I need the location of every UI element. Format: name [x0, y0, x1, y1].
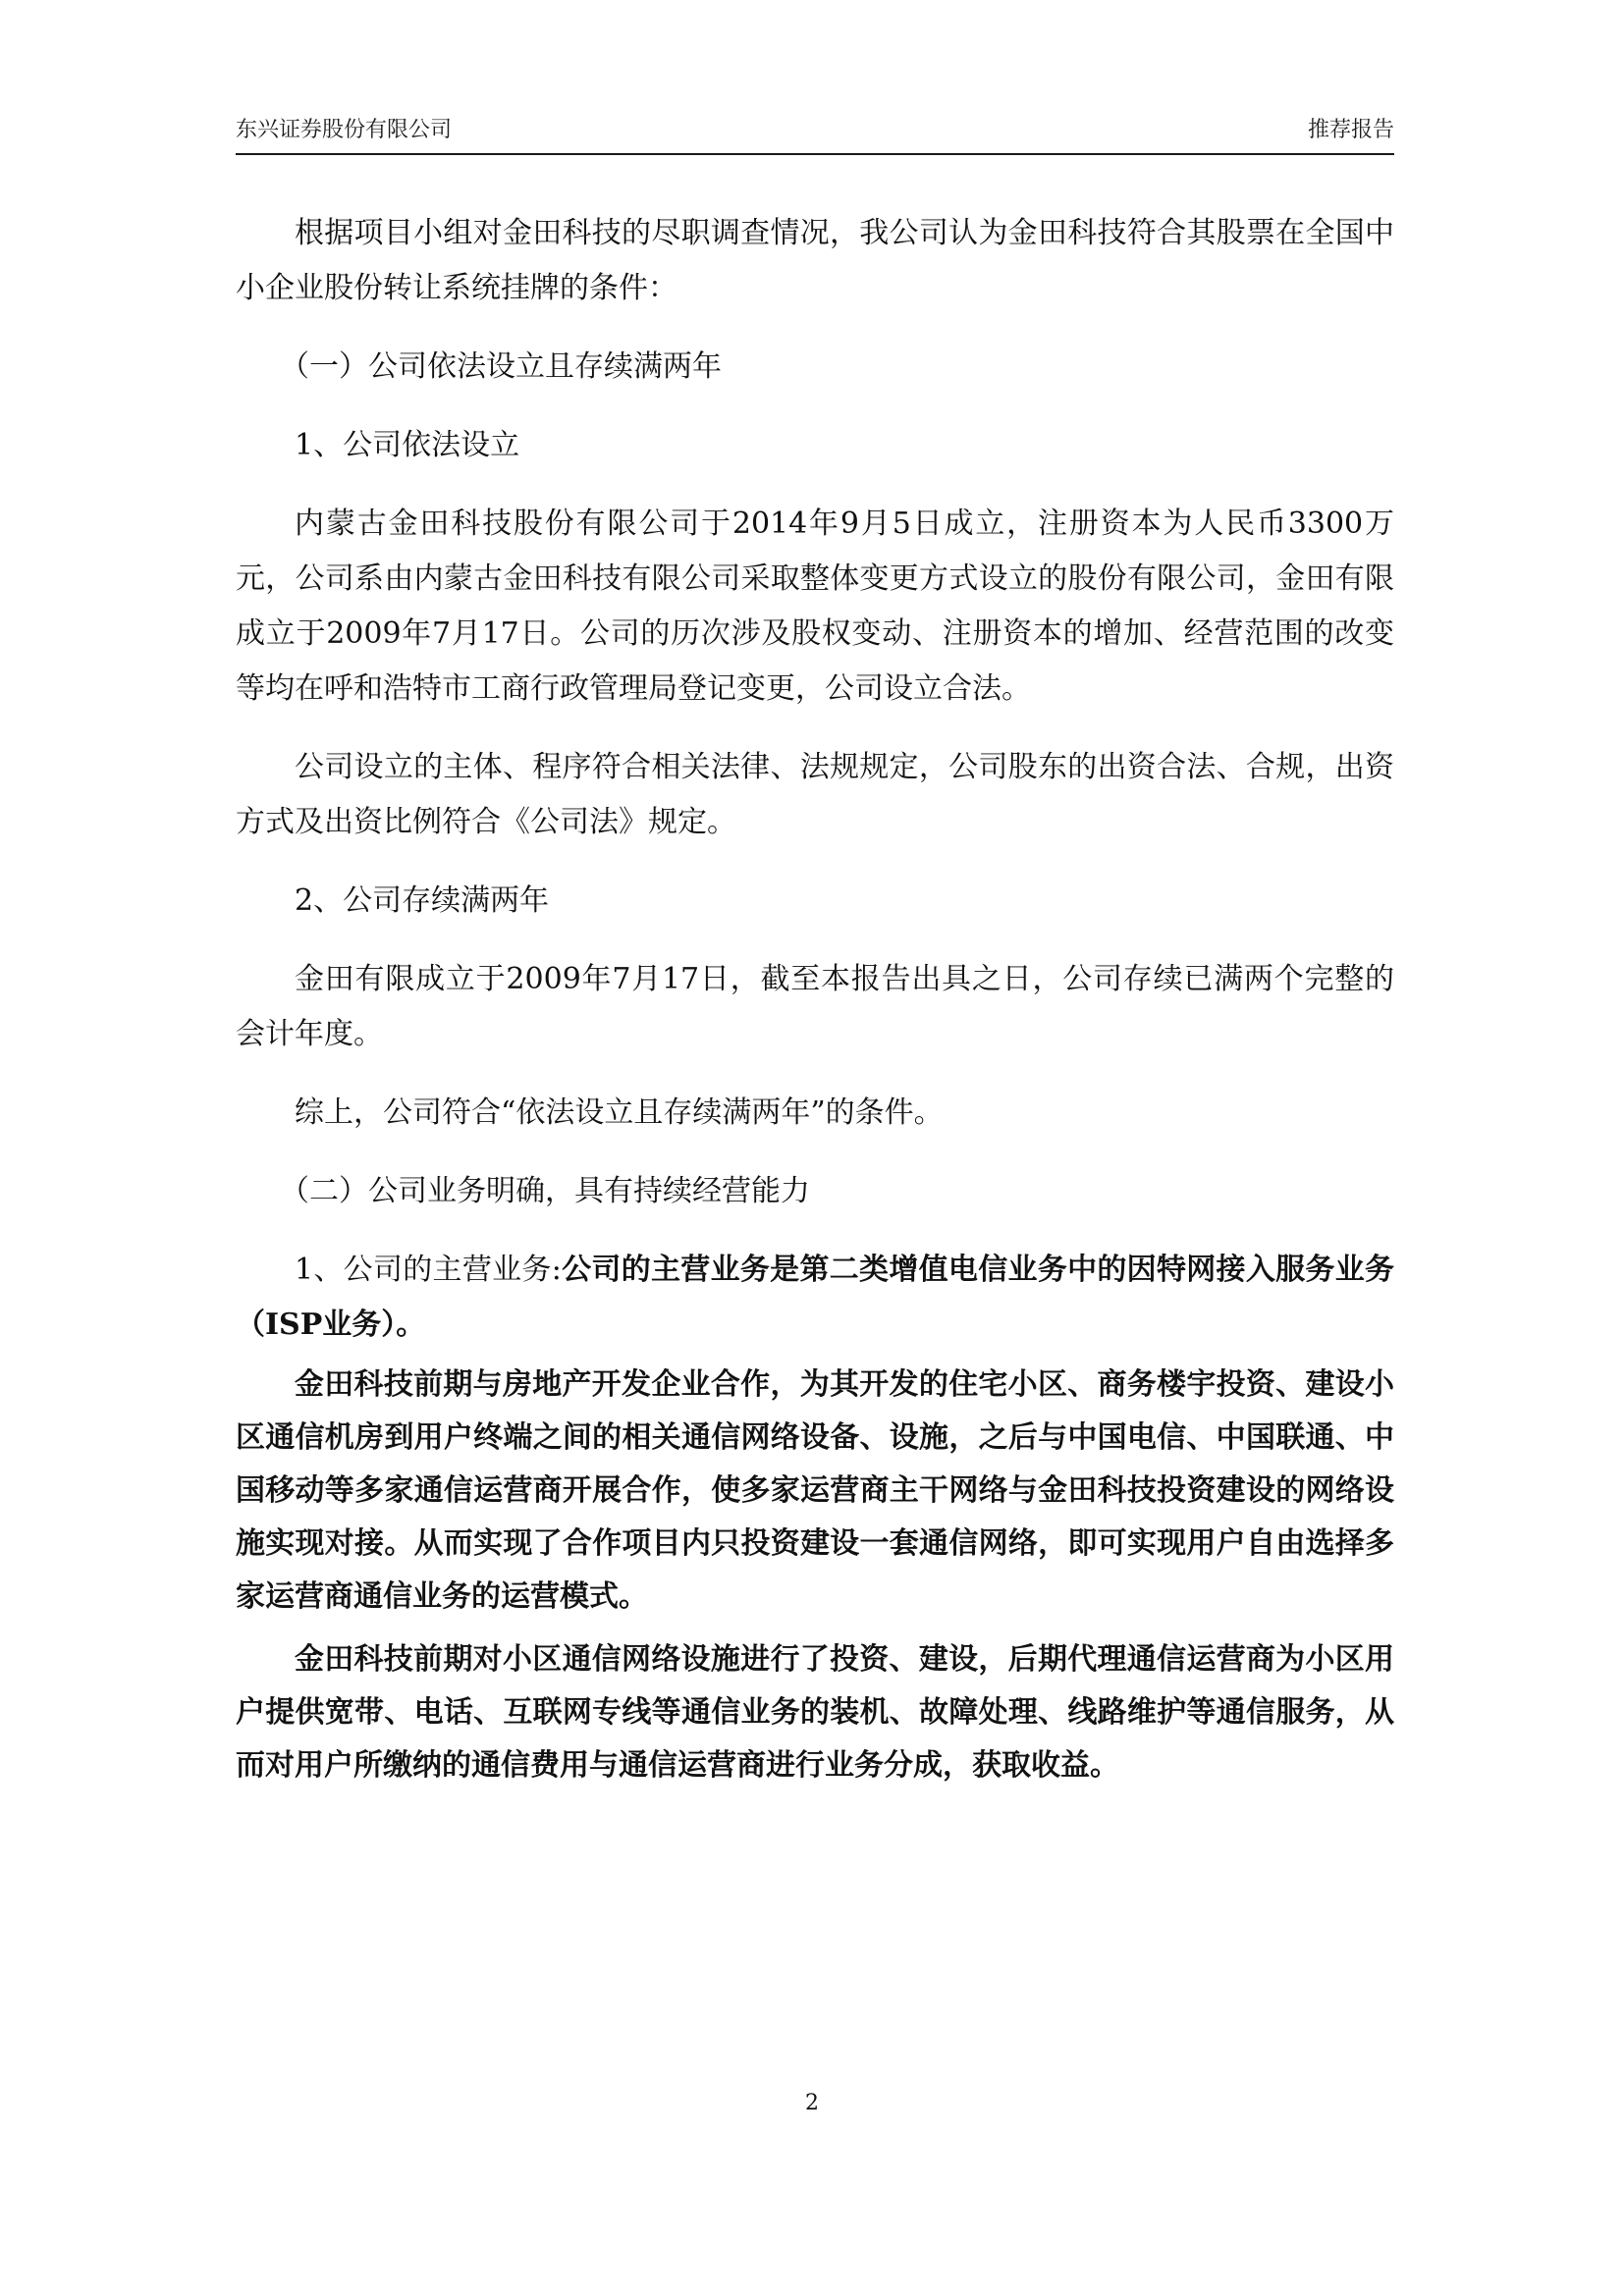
intro-paragraph: 根据项目小组对金田科技的尽职调查情况，我公司认为金田科技符合其股票在全国中小企业股份转让系统挂牌的条件：	[236, 216, 1394, 305]
main-business-paragraph	[236, 1243, 1394, 1353]
page-header	[236, 116, 1394, 155]
main-business-label: 1、公司的主营业务:	[295, 1253, 562, 1287]
subsection-1-paragraph-1: 内蒙古金田科技股份有限公司于2014年9月5日成立，注册资本为人民币3300万元，公司系由内蒙古金田科技有限公司采取整体变更方式设立的股份有限公司，金田有限成立于2009年7月17日。公司的历次涉及股权变动、注册资本的增加、经营范围的改变等均在呼和浩特市工商行政管理局登记变更，公司设立合法。	[236, 507, 1394, 706]
subsection-1-heading: 1、公司依法设立	[295, 428, 520, 462]
main-business-description: 公司的主营业务是第二类增值电信业务中的因特网接入服务业务（ISP业务）。	[236, 1253, 1394, 1342]
subsection-2-heading: 2、公司存续满两年	[295, 883, 550, 918]
section-1-summary: 综上，公司符合“依法设立且存续满两年”的条件。	[295, 1095, 944, 1130]
business-paragraph-2: 金田科技前期对小区通信网络设施进行了投资、建设，后期代理通信运营商为小区用户提供宽带、电话、互联网专线等通信业务的装机、故障处理、线路维护等通信服务，从而对用户所缴纳的通信费用与通信运营商进行业务分成，获取收益。	[236, 1642, 1394, 1783]
section-2-heading: （二）公司业务明确，具有持续经营能力	[280, 1174, 810, 1208]
subsection-2-paragraph: 金田有限成立于2009年7月17日，截至本报告出具之日，公司存续已满两个完整的会计年度。	[236, 962, 1394, 1051]
page-number: 2	[805, 2091, 819, 2115]
section-1-heading: （一）公司依法设立且存续满两年	[280, 349, 722, 384]
business-paragraph-1: 金田科技前期与房地产开发企业合作，为其开发的住宅小区、商务楼宇投资、建设小区通信机房到用户终端之间的相关通信网络设备、设施，之后与中国电信、中国联通、中国移动等多家通信运营商开展合作，使多家运营商主干网络与金田科技投资建设的网络设施实现对接。从而实现了合作项目内只投资建设一套通信网络，即可实现用户自由选择多家运营商通信业务的运营模式。	[236, 1367, 1394, 1614]
subsection-1-paragraph-2: 公司设立的主体、程序符合相关法律、法规规定，公司股东的出资合法、合规，出资方式及出资比例符合《公司法》规定。	[236, 750, 1394, 839]
header-document-type: 推荐报告	[1307, 118, 1394, 142]
header-company-name: 东兴证券股份有限公司	[236, 118, 453, 142]
document-body	[236, 206, 1394, 1802]
